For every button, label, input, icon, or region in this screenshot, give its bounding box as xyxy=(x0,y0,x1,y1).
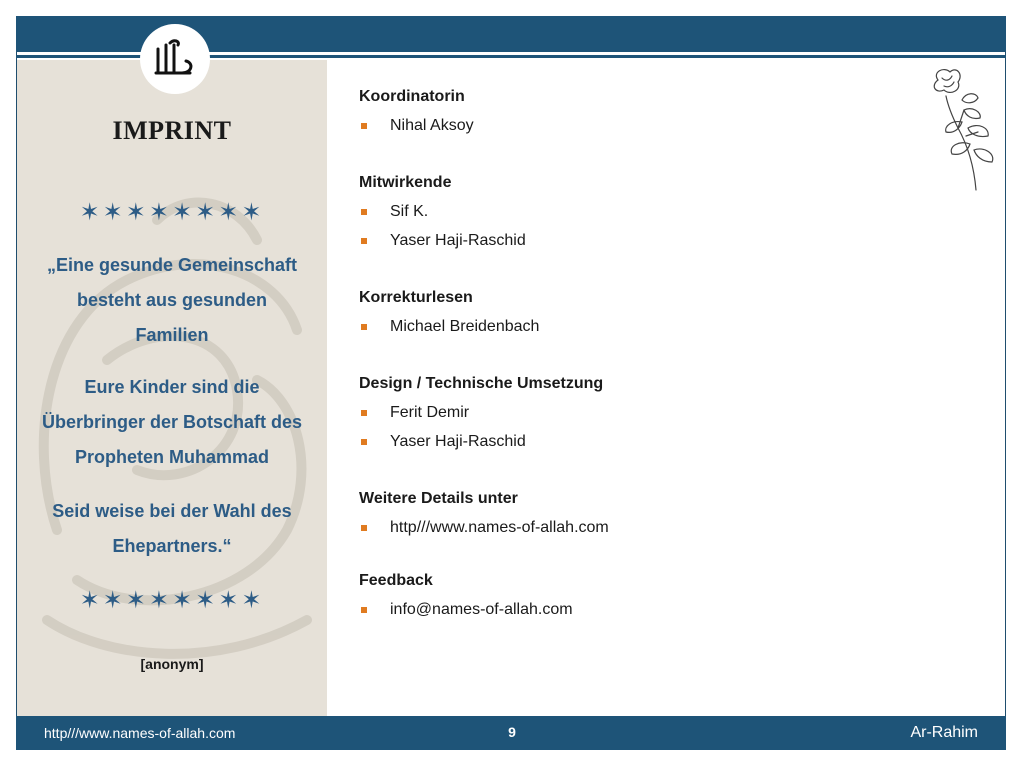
section-heading-mitwirkende: Mitwirkende xyxy=(359,174,452,191)
section-heading-details: Weitere Details unter xyxy=(359,490,518,507)
list-item xyxy=(359,230,899,259)
list-item xyxy=(359,431,899,460)
allah-emblem xyxy=(142,26,208,92)
quote-line: Ehepartners.“ xyxy=(112,536,232,556)
bullet-icon xyxy=(361,525,367,531)
stars-divider-top: ✶✶✶✶✶✶✶✶ xyxy=(79,199,265,226)
section-heading-koordinatorin: Koordinatorin xyxy=(359,88,465,105)
item-text: Michael Breidenbach xyxy=(390,318,540,335)
bullet-icon xyxy=(361,209,367,215)
section-heading-design: Design / Technische Umsetzung xyxy=(359,375,604,392)
stars-divider-bottom: ✶✶✶✶✶✶✶✶ xyxy=(79,587,265,614)
item-text: Sif K. xyxy=(390,203,429,220)
list-item-link[interactable] xyxy=(359,517,899,546)
website-link[interactable]: http///www.names-of-allah.com xyxy=(390,519,609,536)
list-item xyxy=(359,402,899,431)
item-text: Ferit Demir xyxy=(390,404,470,421)
quote-line: Eure Kinder sind die xyxy=(84,377,260,397)
page-number: 9 xyxy=(508,724,516,740)
item-text: Nihal Aksoy xyxy=(390,117,474,134)
bullet-icon xyxy=(361,324,367,330)
rose-icon xyxy=(918,66,1000,192)
email-link[interactable]: info@names-of-allah.com xyxy=(390,601,573,618)
list-item xyxy=(359,316,899,345)
bullet-icon xyxy=(361,439,367,445)
quote-line: besteht aus gesunden xyxy=(76,290,268,310)
quote-line: Familien xyxy=(135,325,209,345)
credits-list xyxy=(359,86,899,628)
bullet-icon xyxy=(361,607,367,613)
page-title: IMPRINT xyxy=(112,116,232,145)
quote-line: „Eine gesunde Gemeinschaft xyxy=(46,255,298,275)
quote-attribution: [anonym] xyxy=(140,656,204,672)
footer-bar xyxy=(16,716,1006,750)
bullet-icon xyxy=(361,410,367,416)
item-text: Yaser Haji-Raschid xyxy=(390,232,526,249)
list-item-link[interactable] xyxy=(359,599,899,628)
list-item xyxy=(359,115,899,144)
bullet-icon xyxy=(361,238,367,244)
allah-calligraphy-icon xyxy=(150,39,200,79)
quote-line: Seid weise bei der Wahl des xyxy=(52,501,292,521)
list-item xyxy=(359,201,899,230)
section-heading-korrekturlesen: Korrekturlesen xyxy=(359,289,473,306)
quote-line: Propheten Muhammad xyxy=(74,447,270,467)
quote-line: Überbringer der Botschaft des xyxy=(41,412,303,432)
item-text: Yaser Haji-Raschid xyxy=(390,433,526,450)
section-heading-feedback: Feedback xyxy=(359,572,433,589)
footer-url-link[interactable]: http///www.names-of-allah.com xyxy=(44,725,236,741)
footer-name: Ar-Rahim xyxy=(910,724,978,741)
bullet-icon xyxy=(361,123,367,129)
